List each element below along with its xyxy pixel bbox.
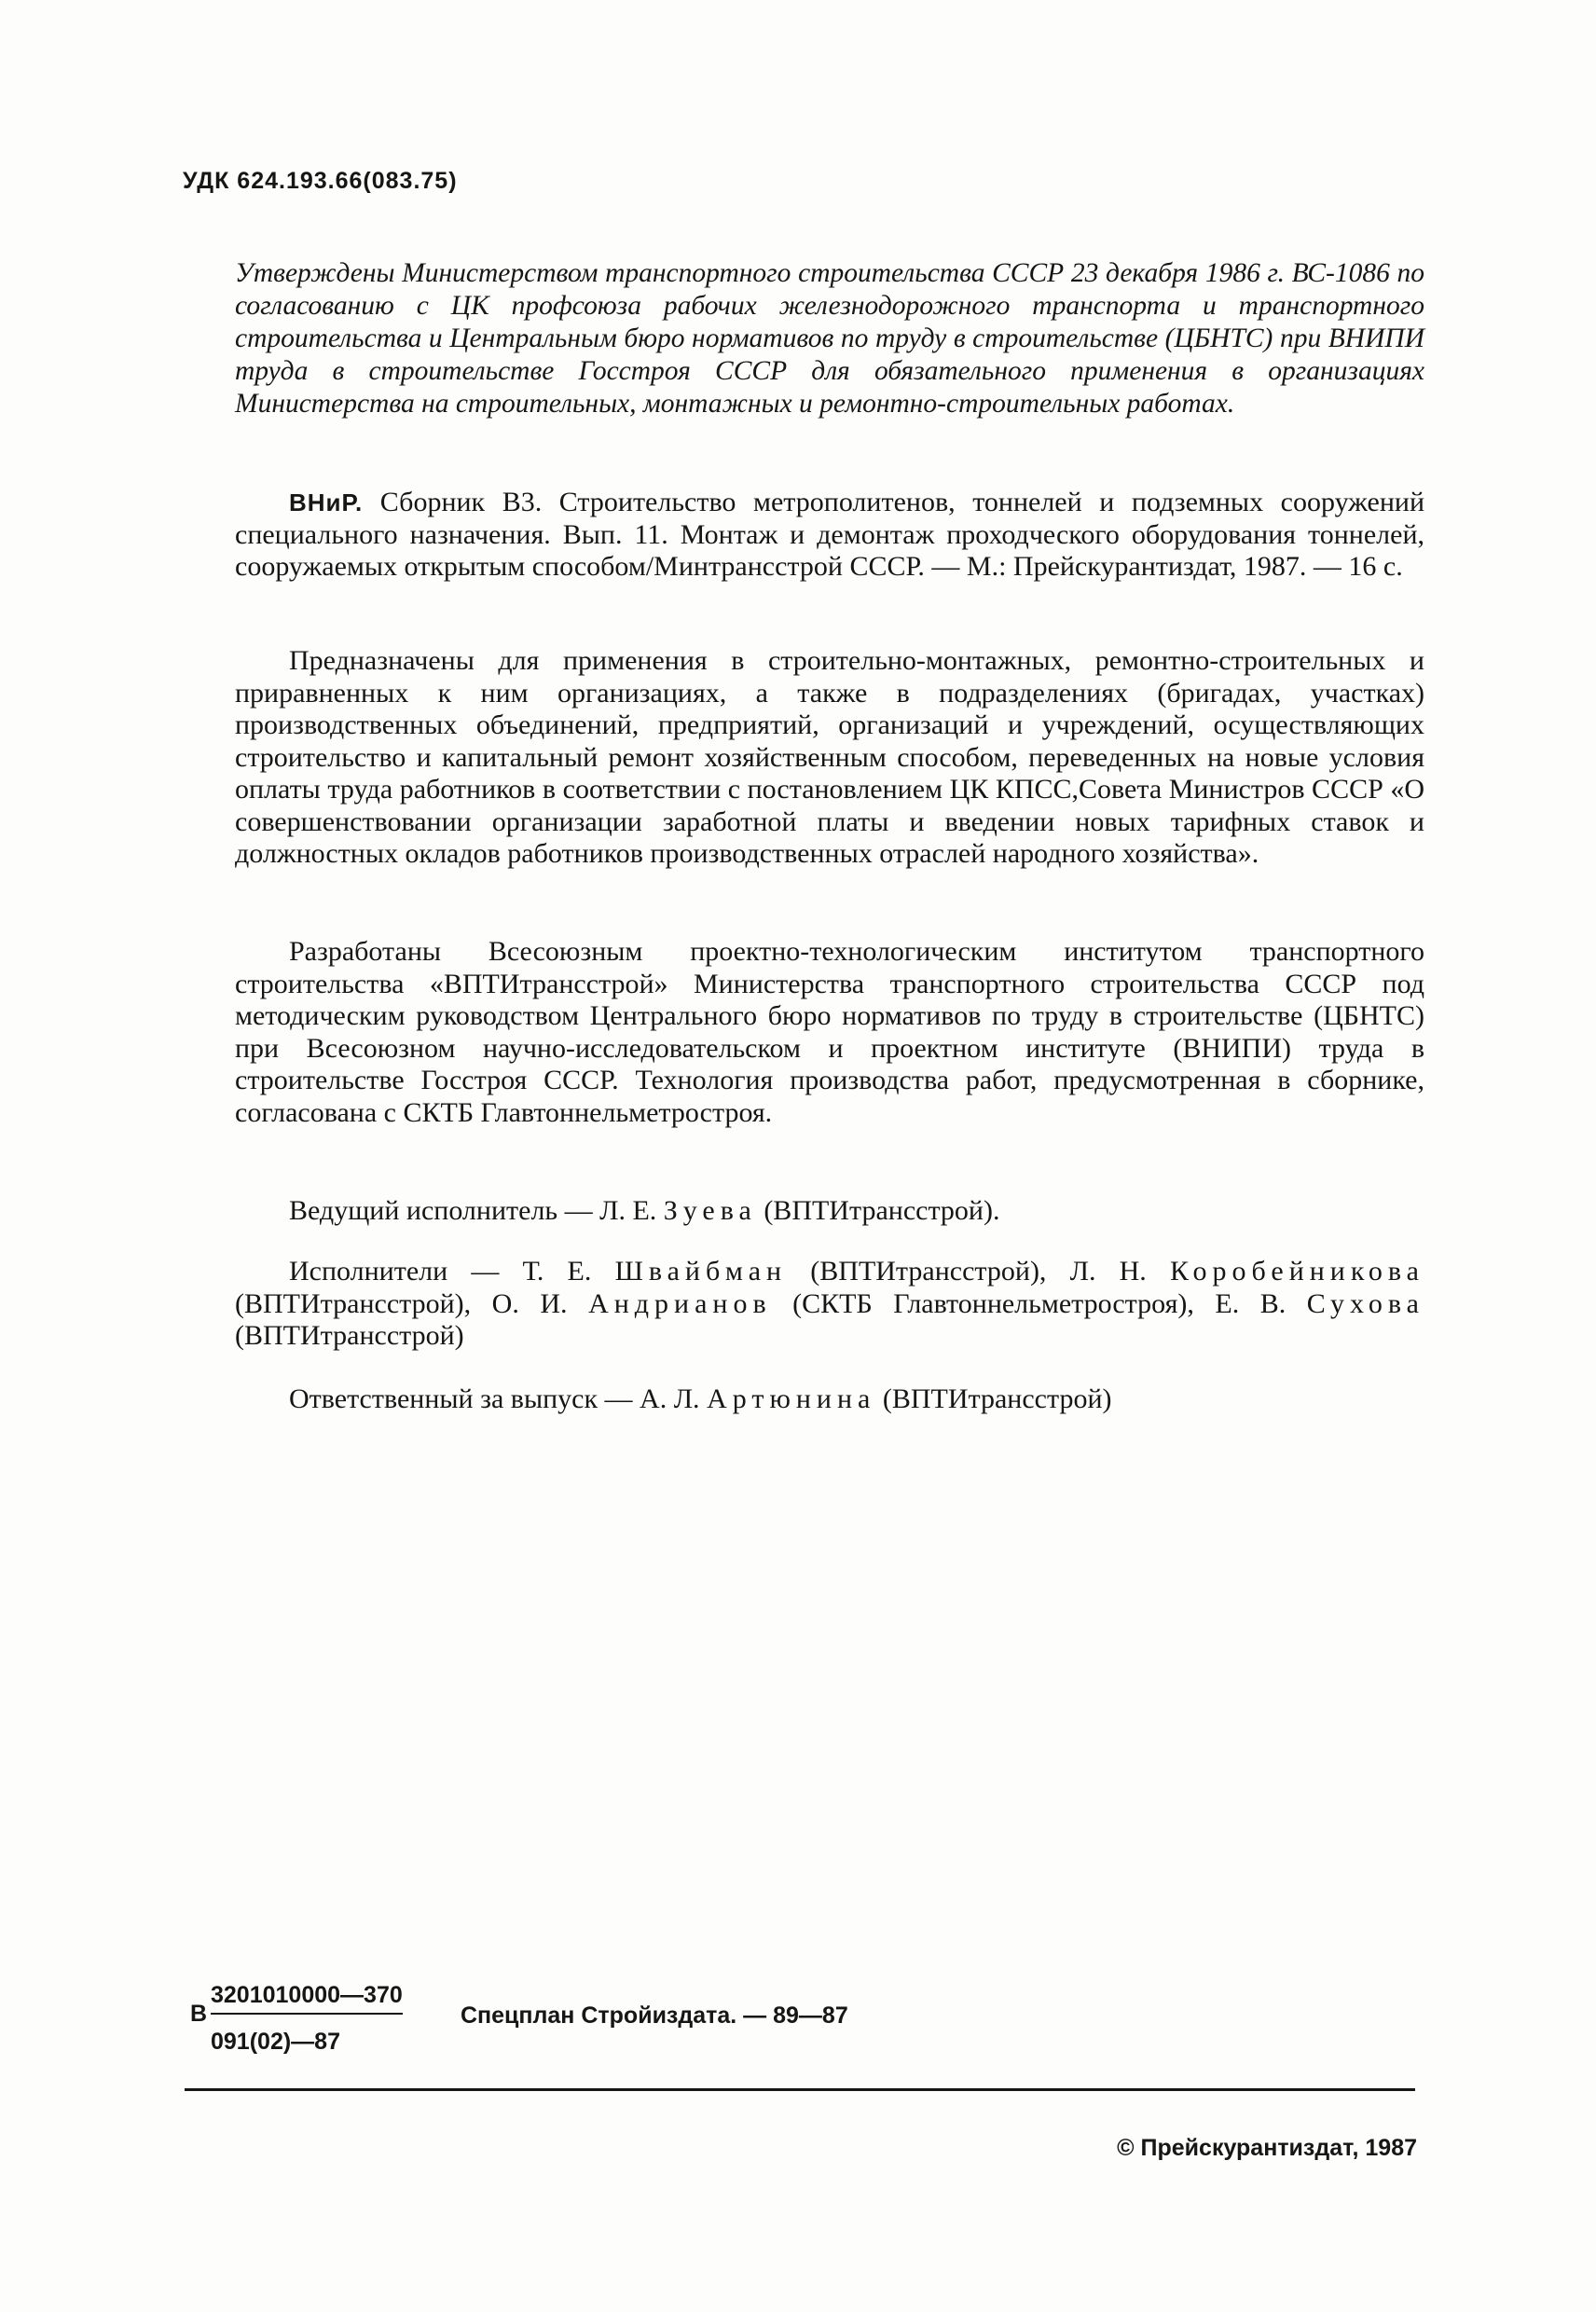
copyright-notice: © Прейскурантиздат, 1987 xyxy=(1117,2135,1417,2161)
approval-statement: Утверждены Министерством транспортного строительства СССР 23 декабря 1986 г. ВС-1086 по согласованию с ЦК профсоюза рабочих железнодорожного транспорта и транспортного строительства и Центральным бюро нормативов по труду в строительстве (ЦБНТС) при ВНИПИ труда в строительстве Госстроя СССР для обязательного применения в организациях Министерства на строительных, монтажных и ремонтно-строительных работах. xyxy=(235,258,1424,419)
performer-name-4: Сухова xyxy=(1306,1287,1424,1319)
performers-text-1: Исполнители — Т. Е. xyxy=(289,1256,615,1287)
responsible-suffix: (ВПТИтрансстрой) xyxy=(875,1383,1112,1414)
developers-paragraph: Разработаны Всесоюзным проектно-технологическим институтом транспортного строительства «ВПТИтрансстрой» Министерства транспортного строительства СССР под методическим руководством Центрального бюро нормативов по труду в строительстве (ЦБНТС) при Всесоюзном научно-исследовательском и проектном институте (ВНИПИ) труда в строительстве Госстроя СССР. Технология производства работ, предусмотренная в сборнике, согласована с СКТБ Главтоннельметростроя. xyxy=(235,936,1424,1128)
bibliographic-entry xyxy=(235,487,1424,584)
performers-text-4: (СКТБ Главтоннельметростроя), Е. В. xyxy=(771,1287,1307,1319)
code-denominator: 091(02)—87 xyxy=(211,2029,340,2055)
performers-text-3: (ВПТИтрансстрой), О. И. xyxy=(235,1287,589,1319)
performers-text-5: (ВПТИтрансстрой) xyxy=(235,1320,464,1351)
code-letter: В xyxy=(190,2001,208,2027)
performers-paragraph xyxy=(235,1256,1424,1353)
lead-suffix: (ВПТИтрансстрой). xyxy=(756,1195,1000,1226)
performer-name-2: Коробейникова xyxy=(1170,1256,1424,1287)
lead-prefix: Ведущий исполнитель — Л. Е. xyxy=(289,1195,664,1226)
vnir-abbreviation: ВНиР. xyxy=(289,489,364,516)
publisher-plan: Спецплан Стройиздата. — 89—87 xyxy=(461,2002,848,2029)
performer-name-1: Швайбман xyxy=(614,1256,788,1287)
responsible-prefix: Ответственный за выпуск — А. Л. xyxy=(289,1383,708,1414)
footer-divider xyxy=(185,2088,1415,2091)
responsible-line xyxy=(289,1383,1424,1416)
performers-text-2: (ВПТИтрансстрой), Л. Н. xyxy=(787,1256,1170,1287)
lead-name: Зуева xyxy=(663,1195,757,1226)
performer-name-3: Андрианов xyxy=(588,1287,772,1319)
lead-performer-line xyxy=(289,1195,1424,1228)
udk-code: УДК 624.193.66(083.75) xyxy=(183,168,458,194)
purpose-paragraph: Предназначены для применения в строительно-монтажных, ремонтно-строительных и приравненных к ним организациях, а также в подразделениях (бригадах, участках) производственных объединений, предприятий, организаций и учреждений, осуществляющих строительство и капитальный ремонт хозяйственным способом, переведенных на новые условия оплаты труда работников в соответствии с постановлением ЦК КПСС,Совета Министров СССР «О совершенствовании организации заработной платы и введении новых тарифных ставок и должностных окладов работников производственных отраслей народного хозяйства». xyxy=(235,645,1424,869)
code-numerator: 3201010000—370 xyxy=(211,1982,403,2015)
responsible-name: Артюнина xyxy=(707,1383,876,1414)
bibliographic-text: Сборник В3. Строительство метрополитенов, тоннелей и подземных сооружений специального назначения. Вып. 11. Монтаж и демонтаж проходческого оборудования тоннелей, сооружаемых открытым способом/Минтрансстрой СССР. — М.: Прейскурантиздат, 1987. — 16 с. xyxy=(235,487,1424,582)
